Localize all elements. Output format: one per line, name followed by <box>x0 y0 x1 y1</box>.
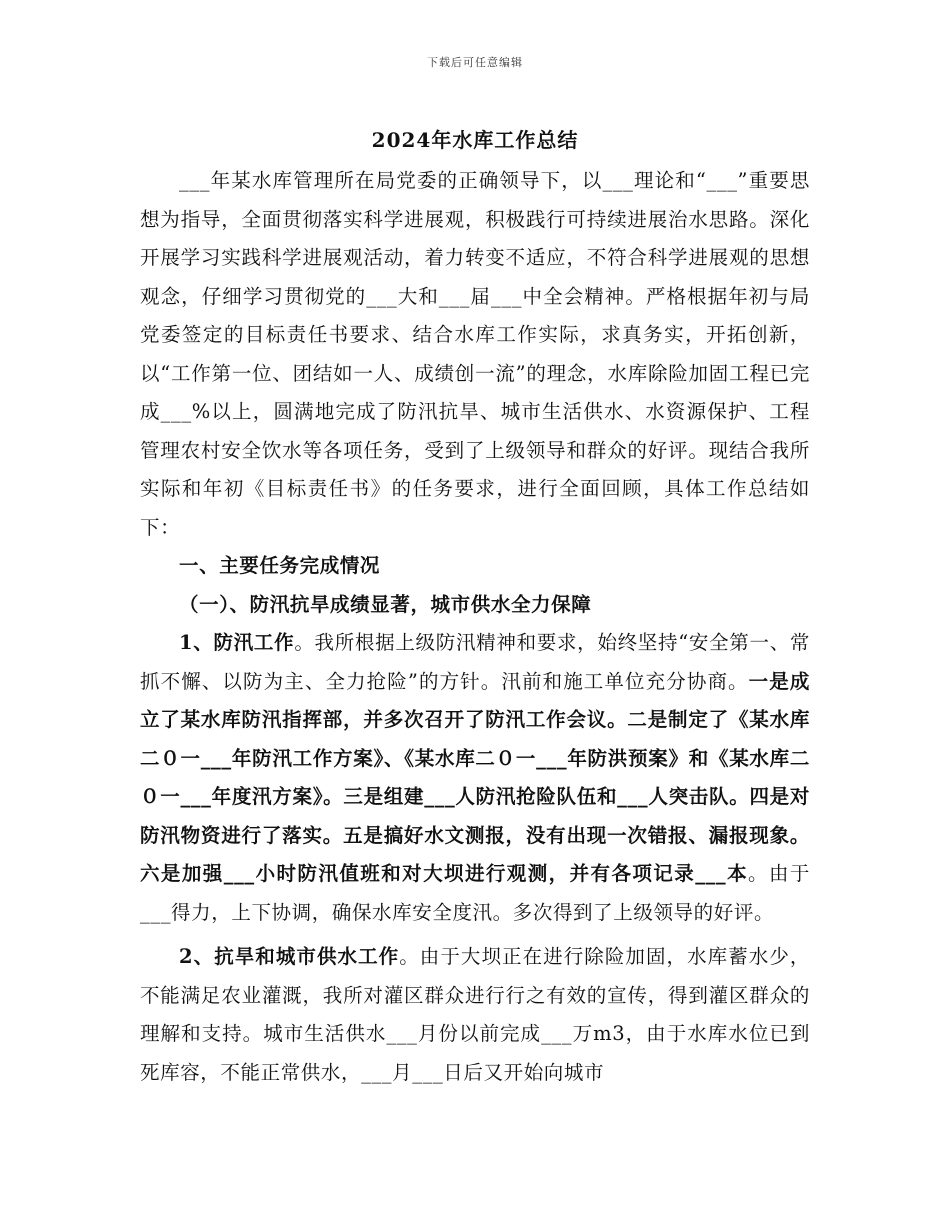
flood-control-paragraph <box>140 624 810 932</box>
section-heading: 一、主要任务完成情况 <box>179 554 381 577</box>
flood-control-text-end: 。由于___得力，上下协调，确保水库安全度汛。多次得到了上级领导的好评。 <box>140 862 810 924</box>
intro-paragraph: ___年某水库管理所在局党委的正确领导下，以___理论和“___”重要思想为指导，全面贯彻落实科学进展观，积极践行可持续进展治水思路。深化开展学习实践科学进展观活动，着力转变不适应，不符合科学进展观的思想观念，仔细学习贯彻党的___大和___届___中全会精神。严格根据年初与局党委签定的目标责任书要求、结合水库工作实际，求真务实，开拓创新，以“工作第一位、团结如一人、成绩创一流”的理念，水库除险加固工程已完成___%以上，圆满地完成了防汛抗旱、城市生活供水、水资源保护、工程管理农村安全饮水等各项任务，受到了上级领导和群众的好评。现结合我所实际和年初《目标责任书》的任务要求，进行全面回顾，具体工作总结如下： <box>140 169 810 539</box>
flood-control-text: 。我所根据上级防汛精神和要求，始终坚持“安全第一、常抓不懈、以防为主、全力抢险”的方针。汛前和施工单位充分协商。 <box>140 631 811 693</box>
document-body <box>140 162 810 1092</box>
document-title: 2024年水库工作总结 <box>371 128 579 152</box>
drought-supply-lead: 2、抗旱和城市供水工作 <box>179 945 400 968</box>
header-note: 下载后可任意编辑 <box>427 56 523 69</box>
flood-control-bold-text: 一是成立了某水库防汛指挥部，并多次召开了防汛工作会议。二是制定了《某水库二０一___年防汛工作方案》、《某水库二０一___年防洪预案》和《某水库二０一___年度汛方案》。三是组建___人防汛抢险队伍和___人突击队。四是对防汛物资进行了落实。五是搞好水文测报，没有出现一次错报、漏报现象。六是加强___小时防汛值班和对大坝进行观测，并有各项记录___本 <box>140 669 810 885</box>
subsection-heading: （一）、防汛抗旱成绩显著，城市供水全力保障 <box>179 592 592 616</box>
drought-supply-text: 。由于大坝正在进行除险加固，水库蓄水少，不能满足农业灌溉，我所对灌区群众进行行之有效的宣传，得到灌区群众的理解和支持。城市生活供水___月份以前完成___万m3，由于水库水位已到死库容，不能正常供水，___月___日后又开始向城市 <box>140 945 810 1084</box>
flood-control-lead: 1、防汛工作 <box>179 631 295 654</box>
drought-supply-paragraph <box>140 938 810 1092</box>
